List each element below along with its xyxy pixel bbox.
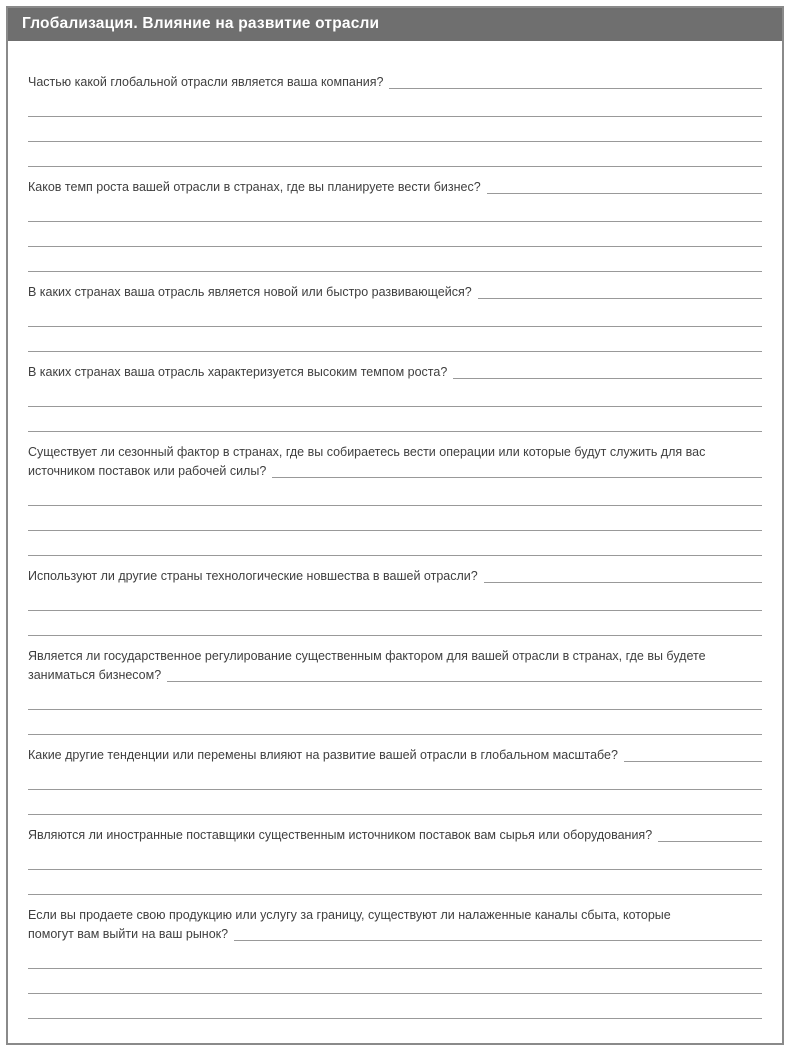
page-header [8, 8, 782, 41]
answer-line [28, 710, 762, 735]
question-text: Является ли государственное регулирование существенным фактором для вашей отрасли в странах, где вы будете [28, 649, 706, 663]
question-text: В каких странах ваша отрасль является новой или быстро развивающейся? [28, 285, 472, 299]
question-line-with-blank [28, 746, 762, 765]
inline-answer-blank [478, 298, 762, 299]
inline-answer-blank [624, 761, 762, 762]
question-block [28, 363, 762, 432]
inline-answer-blank [234, 940, 762, 941]
question-text: Используют ли другие страны технологические новшества в вашей отрасли? [28, 569, 478, 583]
answer-line [28, 531, 762, 556]
inline-answer-blank [389, 88, 762, 89]
question-block [28, 826, 762, 895]
question-text: Существует ли сезонный фактор в странах, где вы собираетесь вести операции или которые будут служить для вас [28, 445, 706, 459]
question-text: Являются ли иностранные поставщики существенным источником поставок вам сырья или оборудования? [28, 828, 653, 842]
question-line-with-blank [28, 925, 762, 944]
inline-answer-blank [487, 193, 762, 194]
question-line-with-blank [28, 567, 762, 586]
question-line-with-blank [28, 363, 762, 382]
worksheet-page [6, 6, 784, 1045]
page-title: Глобализация. Влияние на развитие отрасли [22, 15, 380, 32]
answer-line [28, 327, 762, 352]
answer-line [28, 870, 762, 895]
answer-line [28, 197, 762, 222]
answer-line [28, 142, 762, 167]
question-text: Какие другие тенденции или перемены влияют на развитие вашей отрасли в глобальном масштабе? [28, 748, 618, 762]
answer-line [28, 586, 762, 611]
questions-container [8, 41, 782, 1019]
question-text: В каких странах ваша отрасль характеризуется высоким темпом роста? [28, 365, 448, 379]
answer-line [28, 382, 762, 407]
question-block [28, 746, 762, 815]
question-block [28, 906, 762, 1019]
answer-line [28, 944, 762, 969]
question-block [28, 178, 762, 272]
question-text: Каков темп роста вашей отрасли в странах, где вы планируете вести бизнес? [28, 180, 481, 194]
question-line [28, 647, 762, 666]
answer-line [28, 222, 762, 247]
question-text: помогут вам выйти на ваш рынок? [28, 927, 229, 941]
inline-answer-blank [484, 582, 762, 583]
inline-answer-blank [658, 841, 762, 842]
answer-line [28, 685, 762, 710]
inline-answer-blank [272, 477, 762, 478]
question-line-with-blank [28, 666, 762, 685]
answer-line [28, 302, 762, 327]
question-line-with-blank [28, 178, 762, 197]
answer-line [28, 117, 762, 142]
answer-line [28, 994, 762, 1019]
question-line-with-blank [28, 826, 762, 845]
question-line [28, 906, 762, 925]
answer-line [28, 790, 762, 815]
answer-line [28, 611, 762, 636]
question-text: Частью какой глобальной отрасли является ваша компания? [28, 75, 384, 89]
question-block [28, 283, 762, 352]
answer-line [28, 506, 762, 531]
question-line-with-blank [28, 462, 762, 481]
answer-line [28, 92, 762, 117]
question-block [28, 73, 762, 167]
question-block [28, 443, 762, 556]
answer-line [28, 247, 762, 272]
inline-answer-blank [167, 681, 762, 682]
question-line-with-blank [28, 283, 762, 302]
question-line-with-blank [28, 73, 762, 92]
answer-line [28, 407, 762, 432]
inline-answer-blank [453, 378, 762, 379]
answer-line [28, 765, 762, 790]
question-line [28, 443, 762, 462]
question-text: заниматься бизнесом? [28, 668, 162, 682]
question-block [28, 647, 762, 735]
answer-line [28, 481, 762, 506]
answer-line [28, 969, 762, 994]
answer-line [28, 845, 762, 870]
question-block [28, 567, 762, 636]
question-text: источником поставок или рабочей силы? [28, 464, 267, 478]
question-text: Если вы продаете свою продукцию или услугу за границу, существуют ли налаженные каналы сбыта, которые [28, 908, 671, 922]
